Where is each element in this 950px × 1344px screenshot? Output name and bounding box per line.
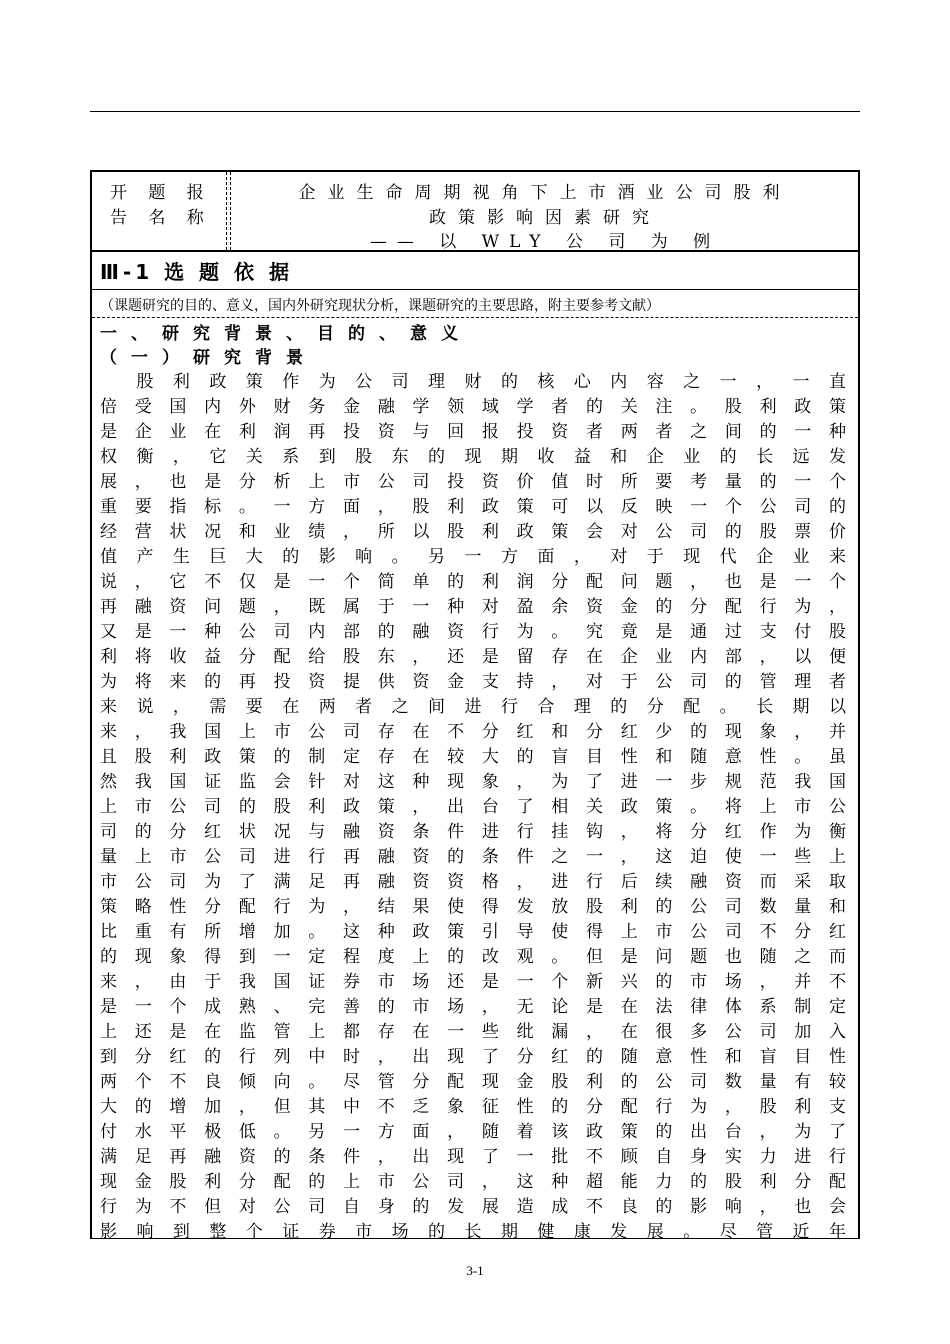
- report-title-line2: 政策影响因素研究: [429, 208, 661, 228]
- report-body: [100, 322, 846, 1245]
- body-line: 又是一种公司内部的融资行为。究竟是通过支付股: [100, 622, 846, 642]
- body-line: 是一个成熟、完善的市场，无论是在法律体系制定: [100, 997, 846, 1017]
- report-table: [90, 170, 860, 1242]
- body-line: 上市公司的股利政策，出台了相关政策。将上市公: [100, 797, 846, 817]
- body-line: 说，它不仅是一个简单的利润分配问题，也是一个: [100, 572, 846, 592]
- body-line: 值产生巨大的影响。另一方面，对于现代企业来: [100, 547, 846, 567]
- title-row: [92, 172, 858, 252]
- body-line: 权衡，它关系到股东的现期收益和企业的长远发: [100, 447, 846, 467]
- body-line: 来说，需要在两者之间进行合理的分配。长期以: [100, 697, 846, 717]
- body-line: 市公司为了满足再融资资格，进行后续融资而采取: [100, 872, 846, 892]
- body-line: 上还是在监管上都存在一些纰漏，在很多公司加入: [100, 1022, 846, 1042]
- body-line: 利将收益分配给股东，还是留存在企业内部，以便: [100, 647, 846, 667]
- body-line: 的现象得到一定程度上的改观。但是问题也随之而: [100, 947, 846, 967]
- body-line: 司的分红状况与融资条件进行挂钩，将分红作为衡: [100, 822, 846, 842]
- heading-level2: （一）研究背景: [100, 348, 317, 368]
- section-note-row: [92, 291, 858, 318]
- cell-divider: [230, 172, 231, 250]
- header-rule: [90, 111, 860, 112]
- section-heading: Ⅲ-1 选 题 依 据: [100, 260, 293, 284]
- body-line: 重要指标。一方面，股利政策可以反映一个公司的: [100, 497, 846, 517]
- report-title-line3: —— 以 WLY 公 司 为 例: [369, 232, 721, 252]
- body-line: 大的增加，但其中不乏象征性的分配行为，股利支: [100, 1097, 846, 1117]
- body-line: 行为不但对公司自身的发展造成不良的影响，也会: [100, 1197, 846, 1217]
- body-line: 比重有所增加。这种政策引导使得上市公司不分红: [100, 922, 846, 942]
- body-paragraph: [100, 370, 846, 1245]
- body-line: 满足再融资的条件，出现了一批不顾自身实力进行: [100, 1147, 846, 1167]
- body-line: 来，我国上市公司存在不分红和分红少的现象，并: [100, 722, 846, 742]
- body-line: 为将来的再投资提供资金支持，对于公司的管理者: [100, 672, 846, 692]
- title-label-cell: [92, 172, 227, 250]
- body-line: 付水平极低。另一方面，随着该政策的出台，为了: [100, 1122, 846, 1142]
- body-line: 量上市公司进行再融资的条件之一，这迫使一些上: [100, 847, 846, 867]
- heading-level1: 一、研究背景、目的、意义: [100, 324, 472, 344]
- body-line: 来，由于我国证券市场还是一个新兴的市场，并不: [100, 972, 846, 992]
- section-note: （课题研究的目的、意义，国内外研究现状分析，课题研究的主要思路，附主要参考文献）: [100, 298, 660, 314]
- report-title-cell: [232, 172, 858, 250]
- body-line: 再融资问题，既属于一种对盈余资金的分配行为，: [100, 597, 846, 617]
- body-line: 现金股利分配的上市公司，这种超能力的股利分配: [100, 1172, 846, 1192]
- title-label-line1: 开 题 报: [110, 183, 212, 203]
- body-line: 展，也是分析上市公司投资价值时所要考量的一个: [100, 472, 846, 492]
- body-line: 然我国证监会针对这种现象，为了进一步规范我国: [100, 772, 846, 792]
- body-line: 影响到整个证券市场的长期健康发展。尽管近年: [100, 1222, 846, 1242]
- body-line: 且股利政策的制定存在较大的盲目性和随意性。虽: [100, 747, 846, 767]
- body-line: 策略性分配行为，结果使得发放股利的公司数量和: [100, 897, 846, 917]
- body-line: 倍受国内外财务金融学领域学者的关注。股利政策: [100, 397, 846, 417]
- body-line: 股利政策作为公司理财的核心内容之一，一直: [100, 372, 846, 392]
- body-line: 到分红的行列中时，出现了分红的随意性和盲目性: [100, 1047, 846, 1067]
- body-line: 经营状况和业绩，所以股利政策会对公司的股票价: [100, 522, 846, 542]
- report-title-line1: 企业生命周期视角下上市酒业公司股利: [298, 183, 792, 203]
- page-number: 3-1: [466, 1263, 484, 1278]
- title-label-line2: 告 名 称: [110, 208, 212, 228]
- section-heading-row: [92, 252, 858, 290]
- body-line: 两个不良倾向。尽管分配现金股利的公司数量有较: [100, 1072, 846, 1092]
- body-line: 是企业在利润再投资与回报投资者两者之间的一种: [100, 422, 846, 442]
